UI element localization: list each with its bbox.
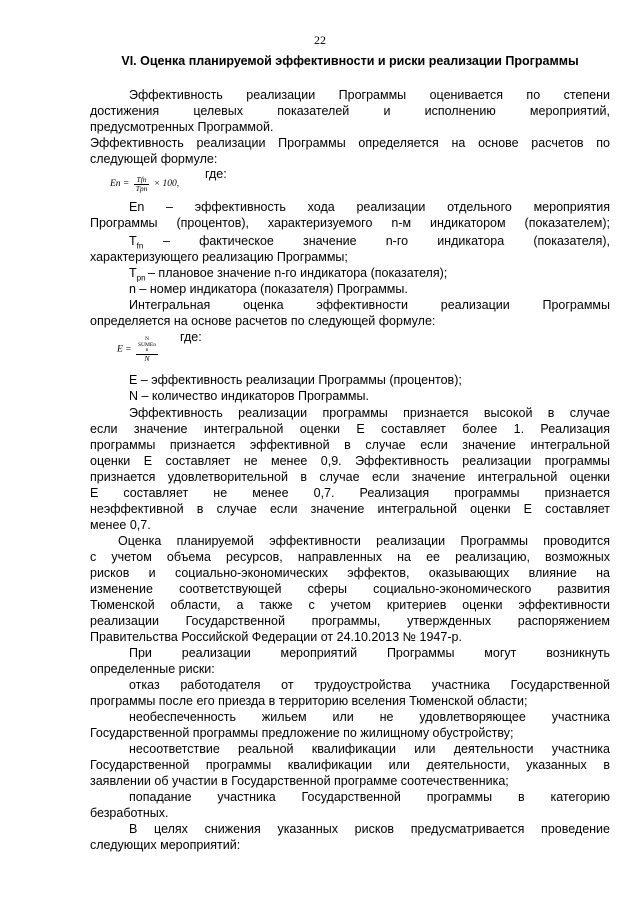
paragraph-line: Оценка планируемой эффективности реализации Программы проводится (118, 534, 610, 548)
paragraph-line: с учетом объема ресурсов, направленных на ее реализацию, возможных (90, 550, 610, 564)
paragraph-line: Государственной программы квалификации или деятельности, указанных в (90, 758, 610, 772)
paragraph-line: если значение интегральной оценки E составляет более 1. Реализация (90, 422, 610, 436)
paragraph-line: Интегральная оценка эффективности реализации Программы (129, 298, 610, 312)
formula-numerator: Tfn (134, 176, 150, 185)
formula-denominator: N (144, 353, 150, 363)
formula-numerator: N SUMEn n (137, 336, 156, 353)
paragraph-line: предусмотренных Программой. (90, 120, 274, 134)
formula-fraction (134, 176, 150, 192)
page-number: 22 (314, 33, 326, 47)
paragraph-line: программы признается эффективной в случае если значение интегральной (90, 438, 610, 452)
efficiency-formula (110, 176, 179, 192)
formula-denominator: Tpn (135, 183, 148, 193)
paragraph-line: Эффективность реализации Программы определяется на основе расчетов по (90, 136, 610, 150)
paragraph-line: менее 0,7. (90, 518, 151, 532)
paragraph-line: безработных. (90, 806, 169, 820)
paragraph-line: Тюменской области, а также с учетом критериев оценки эффективности (90, 598, 610, 612)
paragraph-line: n – номер индикатора (показателя) Программы. (129, 282, 408, 296)
paragraph-line: Эффективность реализации Программы оценивается по степени (129, 88, 610, 102)
paragraph-line: определяется на основе расчетов по следующей формуле: (90, 314, 436, 328)
paragraph-line: Правительства Российской Федерации от 24.10.2013 № 1947-р. (90, 630, 462, 644)
paragraph-line: реализации Государственной программы, утвержденных распоряжением (90, 614, 610, 628)
paragraph-line: рисков и социально-экономических эффектов, оказывающих влияние на (90, 566, 610, 580)
paragraph-line: – плановое значение n-го индикатора (показателя); (148, 266, 448, 280)
formula-lhs: E = (117, 344, 132, 355)
paragraph-line: оценки E составляет не менее 0,9. Эффективность реализации программы (90, 454, 610, 468)
paragraph-line: программы после его приезда в территорию вселения Тюменской области; (90, 694, 528, 708)
paragraph-line: изменение соответствующей сферы социально-экономического развития (90, 582, 610, 596)
paragraph-line: следующих мероприятий: (90, 838, 241, 852)
integral-formula (117, 337, 160, 362)
tfn-symbol: $T_{fn}$ (129, 234, 144, 251)
paragraph-line: попадание участника Государственной программы в категорию (129, 790, 610, 804)
paragraph-line: отказ работодателя от трудоустройства участника Государственной (129, 678, 610, 692)
paragraph-line: E составляет не менее 0,7. Реализация программы признается (90, 486, 610, 500)
paragraph-line: E – эффективность реализации Программы (процентов); (129, 373, 462, 387)
paragraph-line: Эффективность реализации программы признается высокой в случае (129, 406, 610, 420)
formula-where: где: (180, 330, 202, 344)
paragraph-line: характеризующего реализацию Программы; (90, 250, 348, 264)
paragraph-line: следующей формуле: (90, 152, 218, 166)
paragraph-line: – фактическое значение n-го индикатора (показателя), (163, 234, 610, 248)
paragraph-line: достижения целевых показателей и исполнению мероприятий, (90, 104, 610, 118)
paragraph-line: неэффективной в случае если значение интегральной оценки E составляет (90, 502, 610, 516)
formula-rhs: × 100, (153, 179, 180, 190)
formula-lhs: En = (110, 179, 130, 190)
paragraph-line: Государственной программы предложение по жилищному обустройству; (90, 726, 514, 740)
paragraph-line: заявлении об участии в Государственной программе соотечественника; (90, 774, 509, 788)
paragraph-line: N – количество индикаторов Программы. (129, 389, 369, 403)
formula-where: где: (205, 167, 227, 181)
tpn-symbol: $T_{pn}$ (129, 266, 146, 283)
paragraph-line: необеспеченность жильем или не удовлетворяющее участника (129, 710, 610, 724)
paragraph-line: В целях снижения указанных рисков предусматривается проведение (129, 822, 610, 836)
paragraph-line: En – эффективность хода реализации отдельного мероприятия (129, 200, 610, 214)
paragraph-line: признается удовлетворительной в случае если значение интегральной оценки (90, 470, 610, 484)
paragraph-line: При реализации мероприятий Программы могут возникнуть (129, 646, 610, 660)
paragraph-line: определенные риски: (90, 662, 215, 676)
formula-fraction (136, 337, 158, 362)
paragraph-line: несоответствие реальной квалификации или деятельности участника (129, 742, 610, 756)
paragraph-line: Программы (процентов), характеризуемого n-м индикатором (показателем); (90, 216, 610, 230)
section-heading: VI. Оценка планируемой эффективности и риски реализации Программы (121, 54, 579, 68)
